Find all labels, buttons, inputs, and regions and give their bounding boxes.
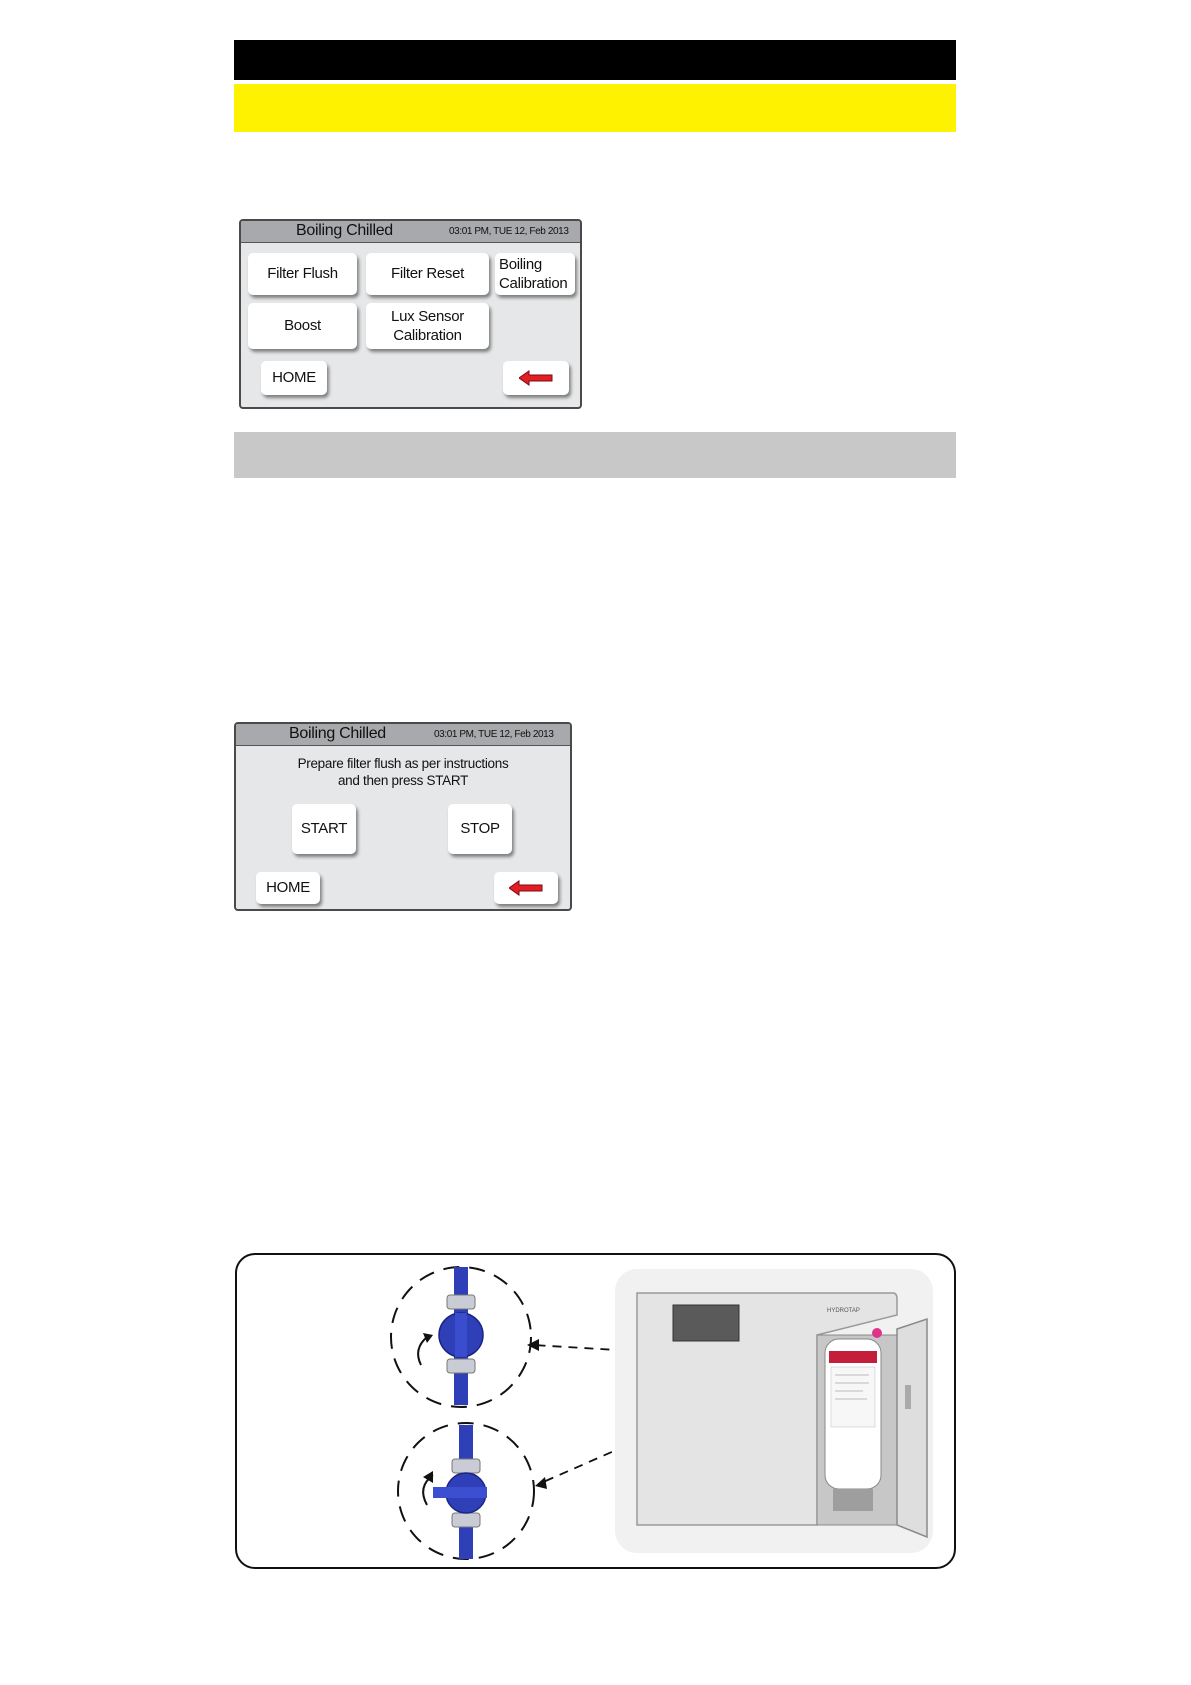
page-highlight-bar [234,84,956,132]
boiling-calibration-label-1: Boiling [499,255,542,273]
valve-open-icon [391,1267,531,1407]
back-button[interactable] [494,872,558,904]
red-left-arrow-icon [509,880,543,896]
boiling-calibration-button[interactable] [495,253,575,295]
lux-sensor-label-2: Calibration [393,327,462,344]
screen-header [236,724,570,746]
screen-datetime: 03:01 PM, TUE 12, Feb 2013 [434,729,554,740]
screen-title: Boiling Chilled [289,725,386,742]
filter-flush-instructions [236,755,570,789]
screen-title: Boiling Chilled [296,222,393,239]
filter-reset-button[interactable]: Filter Reset [366,253,489,295]
rotate-arrow-icon [423,1471,433,1505]
home-button[interactable]: HOME [261,361,327,395]
section-heading-bar [234,432,956,478]
home-button[interactable]: HOME [256,872,320,904]
rotate-arrow-icon [418,1333,433,1365]
dispenser-unit-icon [615,1269,933,1553]
valve-closed-icon [398,1423,534,1559]
lux-sensor-calibration-button[interactable] [366,303,489,349]
filter-cartridge-icon [825,1339,881,1511]
filter-flush-screen [234,722,572,911]
instruction-line-2: and then press START [337,773,469,788]
screen-datetime: 03:01 PM, TUE 12, Feb 2013 [449,226,569,237]
filter-flush-button[interactable]: Filter Flush [248,253,357,295]
filter-valve-diagram [235,1253,956,1569]
page-header-bar [234,40,956,80]
boost-button[interactable]: Boost [248,303,357,349]
settings-menu-screen [239,219,582,409]
back-button[interactable] [503,361,569,395]
brand-label: HYDROTAP [827,1308,860,1314]
red-left-arrow-icon [519,370,553,386]
start-button[interactable]: START [292,804,356,854]
lux-sensor-label-1: Lux Sensor [391,307,464,325]
boiling-calibration-label-2: Calibration [499,275,568,292]
stop-button[interactable]: STOP [448,804,512,854]
screen-header [241,221,580,243]
instruction-line-1: Prepare filter flush as per instructions [297,756,509,771]
